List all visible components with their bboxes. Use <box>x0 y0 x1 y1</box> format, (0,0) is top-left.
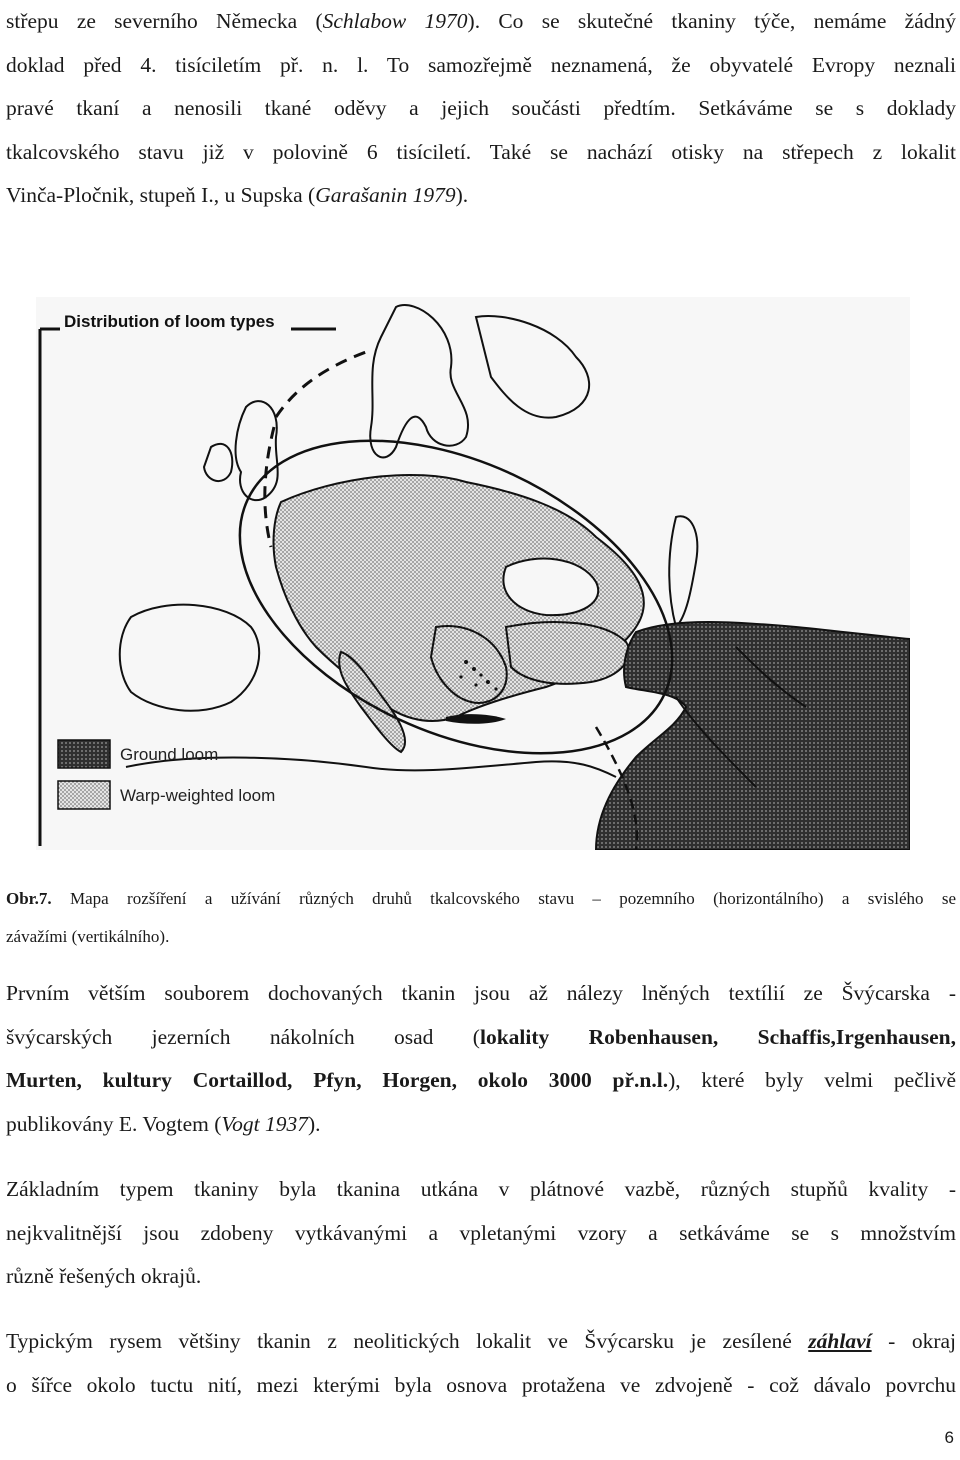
citation-run: Garašanin 1979 <box>315 183 456 207</box>
legend-ground-loom-swatch <box>58 740 110 768</box>
text-line <box>6 174 956 218</box>
text-run: Základním typem tkaniny byla tkanina utkána v plátnové vazbě, různých stupňů kvality - <box>6 1177 956 1201</box>
text-run: doklad před 4. tisíciletím př. n. l. To samozřejmě neznamená, že obyvatelé Evropy neznali <box>6 52 956 77</box>
scandinavia-landmass <box>370 305 468 457</box>
text-line <box>6 131 956 175</box>
text-run: o šířce okolo tuctu nití, mezi kterými byla osnova protažena ve zdvojeně - což dávalo povrchu <box>6 1372 956 1397</box>
text-run: ). Co se skutečné tkaniny týče, nemáme žádný <box>467 9 957 33</box>
text-line <box>6 0 956 44</box>
text-line <box>6 44 956 88</box>
text-run: ). <box>455 183 469 207</box>
anatolia <box>506 622 629 684</box>
text-run: nejkvalitnější jsou zdobeny vytkávanými a vpletanými vzory a setkáváme se s množstvím <box>6 1220 956 1245</box>
text-run: ). <box>308 1111 321 1136</box>
citation-run: Vogt 1937 <box>221 1111 308 1136</box>
text-line <box>6 87 956 131</box>
text-run: střepu ze severního Německa ( <box>6 9 323 33</box>
text-line <box>6 1364 956 1408</box>
text-run: tkalcovského stavu již v polovině 6 tisíciletí. Také se nachází otisky na střepech z lokalit <box>6 139 956 164</box>
text-line <box>6 1255 956 1299</box>
emphasis-run: lokality Robenhausen, Schaffis,Irgenhausen, <box>479 1024 956 1049</box>
ground-loom-region <box>596 622 910 850</box>
text-run: Typickým rysem většiny tkanin z neolitických lokalit ve Švýcarsku je zesílené <box>6 1329 809 1353</box>
text-run: ), které byly velmi pečlivě <box>668 1068 957 1092</box>
caption-text-line2: závažími (vertikálního). <box>6 927 170 946</box>
emphasis-run: záhlaví <box>808 1329 872 1353</box>
emphasis-run: Murten, kultury Cortaillod, Pfyn, Horgen, okolo 3000 př.n.l. <box>6 1068 669 1092</box>
map-frame <box>40 329 60 846</box>
text-run: různě řešených okrajů. <box>6 1264 202 1288</box>
paragraph-weave-type <box>6 1168 956 1299</box>
caption-text-line1: Mapa rozšíření a užívání různých druhů tkalcovského stavu – pozemního (horizontálního) a svislého se <box>51 889 956 908</box>
text-line <box>6 1320 956 1364</box>
crete <box>446 714 506 724</box>
text-line <box>6 972 956 1016</box>
text-run: Prvním větším souborem dochovaných tkanin jsou až nálezy lněných textílií ze Švýcarska - <box>6 981 956 1005</box>
figure-caption <box>6 880 956 956</box>
page-number: 6 <box>944 1428 954 1447</box>
text-run: publikovány E. Vogtem ( <box>6 1111 222 1136</box>
caption-label: Obr.7. <box>6 889 52 908</box>
text-line <box>6 1016 956 1060</box>
loom-distribution-map <box>36 297 910 850</box>
dashed-boundary <box>276 352 366 417</box>
legend-ground-loom-label: Ground loom <box>120 745 219 764</box>
legend-warp-loom-label: Warp-weighted loom <box>120 786 276 805</box>
text-line <box>6 1168 956 1212</box>
text-line <box>6 1103 956 1147</box>
text-run: švýcarských jezerních nákolních osad ( <box>6 1024 480 1049</box>
map-title: Distribution of loom types <box>64 312 275 331</box>
legend-warp-loom-swatch <box>58 781 110 809</box>
citation-run: Schlabow 1970 <box>322 9 468 33</box>
text-line <box>6 1212 956 1256</box>
text-run: - okraj <box>871 1329 956 1353</box>
iberia <box>120 605 259 711</box>
paragraph-selvage <box>6 1320 956 1407</box>
text-run: pravé tkaní a nenosili tkané oděvy a jejich součásti předtím. Setkáváme se s doklady <box>6 96 956 120</box>
text-run: Vinča-Pločnik, stupeň I., u Supska ( <box>6 183 316 207</box>
text-line <box>6 1059 956 1103</box>
paragraph-swiss-finds <box>6 972 956 1146</box>
paragraph-intro <box>6 0 956 218</box>
